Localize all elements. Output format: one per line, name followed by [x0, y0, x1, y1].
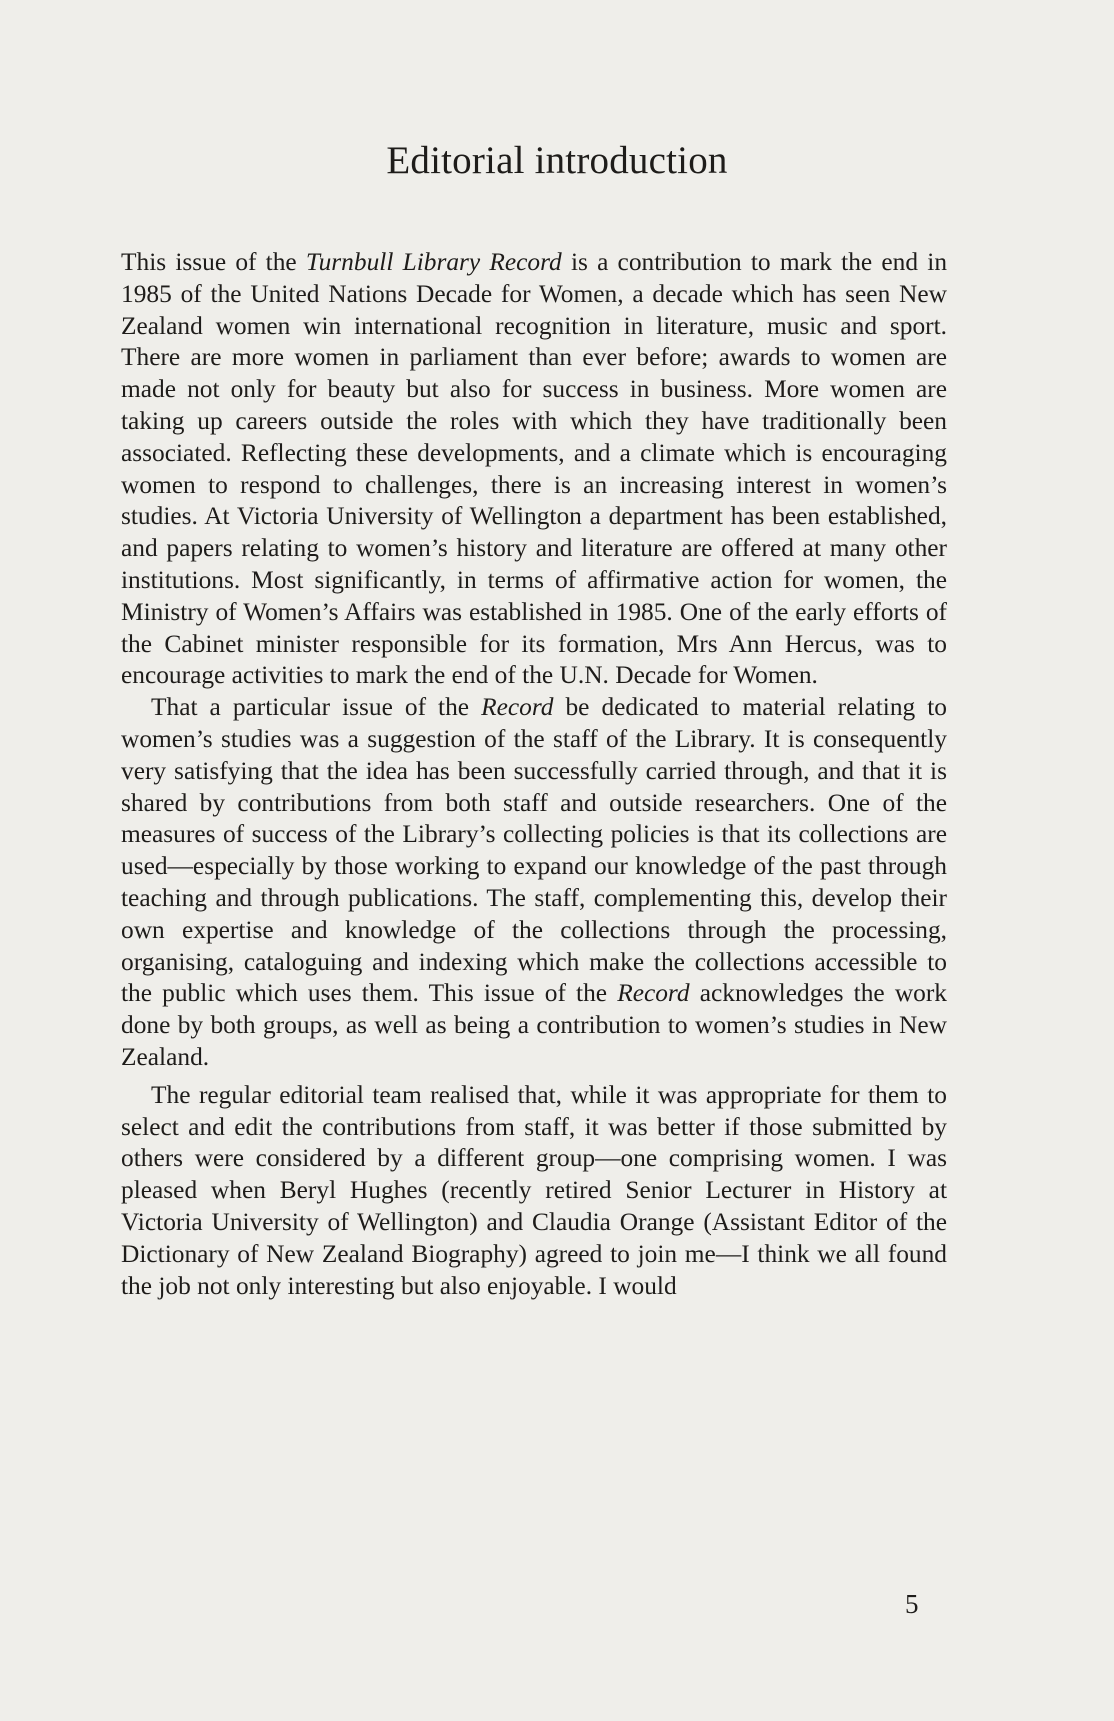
- paragraph-1-journal-title: Turnbull Library Record: [305, 248, 562, 276]
- paragraph-2-journal-title-2: Record: [617, 979, 690, 1008]
- article-body: [121, 247, 947, 1302]
- paragraph-2-text-middle: be dedicated to material relating to women’s studies was a suggestion of the staff of the Library. It is consequently very satisfying that the idea has been successfully carried through, and that it is shared by contributions from both staff and outside researchers. One of the measures of success of the Library’s collecting policies is that its collections are used—especially by those working to expand our knowledge of the past through teaching and through publications. The staff, complementing this, develop their own expertise and knowledge of the collections through the processing, organising, cataloguing and indexing which make the collections accessible to the public which uses them. This issue of the: [121, 693, 947, 1008]
- page-title: Editorial introduction: [386, 139, 728, 182]
- paragraph-1-text-end: is a contribution to mark the end in 1985 of the United Nations Decade for Women, a decade which has seen New Zealand women win international recognition in literature, music and sport. There are more women in parliament than ever before; awards to women are made not only for beauty but also for success in business. More women are taking up careers outside the roles with which they have traditionally been associated. Reflecting these developments, and a climate which is encouraging women to respond to challenges, there is an increasing interest in women’s studies. At Victoria University of Wellington a department has been established, and papers relating to women’s history and literature are offered at many other institutions. Most significantly, in terms of affirmative action for women, the Ministry of Women’s Affairs was established in 1985. One of the early efforts of the Cabinet minister responsible for its formation, Mrs Ann Hercus, was to encourage activities to mark the end of the U.N. Decade for Women.: [121, 248, 948, 690]
- paragraph-1: [121, 247, 947, 692]
- page-number: 5: [905, 1589, 919, 1619]
- paragraph-2-journal-title: Record: [481, 693, 554, 722]
- paragraph-3: The regular editorial team realised that, while it was appropriate for them to select and edit the contributions from staff, it was better if those submitted by others were considered by a different group—one comprising women. I was pleased when Beryl Hughes (recently retired Senior Lecturer in History at Victoria University of Wellington) and Claudia Orange (Assistant Editor of the Dictionary of New Zealand Biography) agreed to join me—I think we all found the job not only interesting but also enjoyable. I would: [121, 1080, 947, 1300]
- paragraph-2: [121, 692, 947, 1074]
- paragraph-2-text-start: That a particular issue of the: [151, 693, 482, 722]
- paragraph-1-text-start: This issue of the: [121, 248, 306, 276]
- paragraph-2-text-end: acknowledges the work done by both groups, as well as being a contribution to women’s studies in New Zealand.: [121, 979, 947, 1071]
